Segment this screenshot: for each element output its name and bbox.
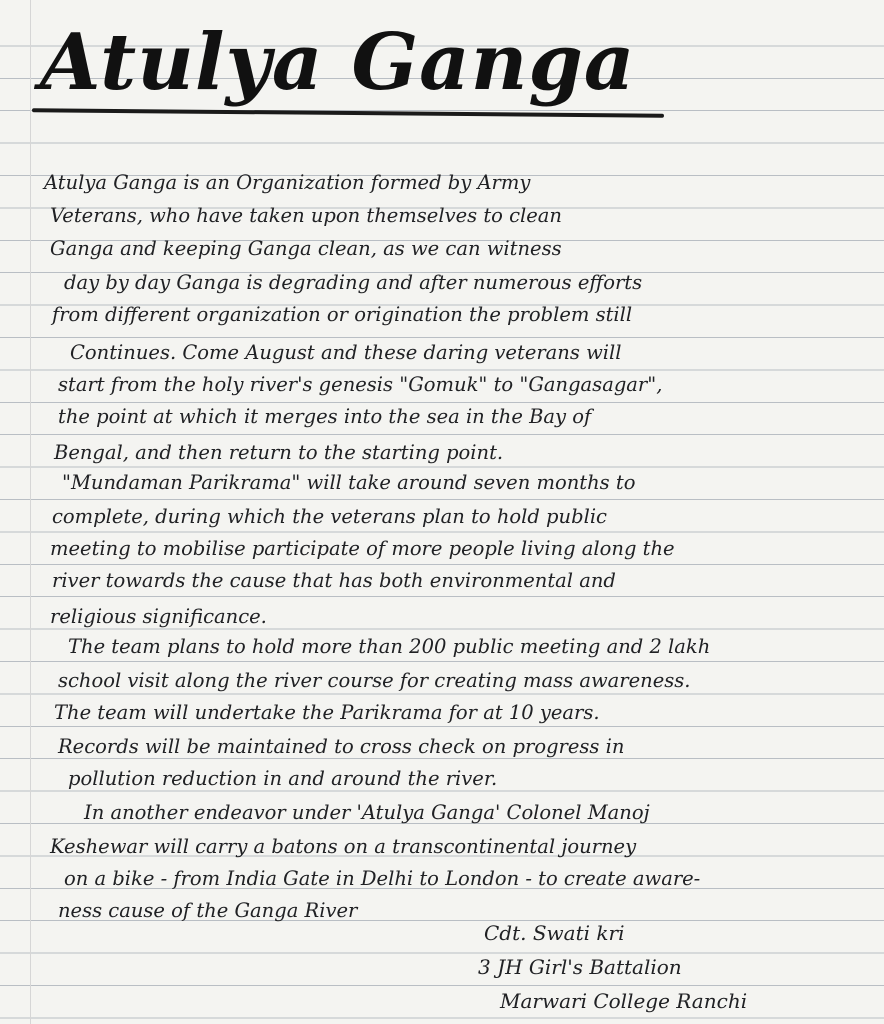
title-text: Atulya Ganga xyxy=(40,17,636,108)
text-line: "Mundaman Parikrama" will take around seven months to xyxy=(62,471,636,494)
text-line: the point at which it merges into the sea in the Bay of xyxy=(58,405,592,428)
text-line: river towards the cause that has both environmental and xyxy=(52,569,616,592)
text-line: Keshewar will carry a batons on a transcontinental journey xyxy=(50,835,637,858)
text-line: Veterans, who have taken upon themselves to clean xyxy=(50,204,562,227)
text-line: day by day Ganga is degrading and after numerous efforts xyxy=(64,271,643,294)
text-line: start from the holy river's genesis "Gomuk" to "Gangasagar", xyxy=(58,373,663,396)
signature-name: Cdt. Swati kri xyxy=(484,921,625,945)
text-line: meeting to mobilise participate of more people living along the xyxy=(50,537,675,560)
text-line: The team plans to hold more than 200 public meeting and 2 lakh xyxy=(68,635,711,658)
text-line: religious significance. xyxy=(50,605,267,628)
text-line: school visit along the river course for creating mass awareness. xyxy=(58,669,691,692)
text-line: ness cause of the Ganga River xyxy=(58,899,358,922)
text-line: on a bike - from India Gate in Delhi to London - to create aware- xyxy=(64,867,701,890)
text-line: Bengal, and then return to the starting point. xyxy=(54,441,504,464)
signature-unit: 3 JH Girl's Battalion xyxy=(478,955,682,979)
text-line: The team will undertake the Parikrama for at 10 years. xyxy=(54,701,600,724)
text-line: Ganga and keeping Ganga clean, as we can witness xyxy=(50,237,562,260)
text-line: from different organization or origination the problem still xyxy=(52,303,633,326)
text-line: Atulya Ganga is an Organization formed by Army xyxy=(44,171,531,194)
signature-college: Marwari College Ranchi xyxy=(500,989,748,1013)
text-line: In another endeavor under 'Atulya Ganga' Colonel Manoj xyxy=(84,801,650,824)
text-line: pollution reduction in and around the river. xyxy=(68,767,498,790)
text-line: complete, during which the veterans plan to hold public xyxy=(52,505,607,528)
text-line: Records will be maintained to cross check on progress in xyxy=(58,735,625,758)
text-line: Continues. Come August and these daring veterans will xyxy=(70,341,622,364)
